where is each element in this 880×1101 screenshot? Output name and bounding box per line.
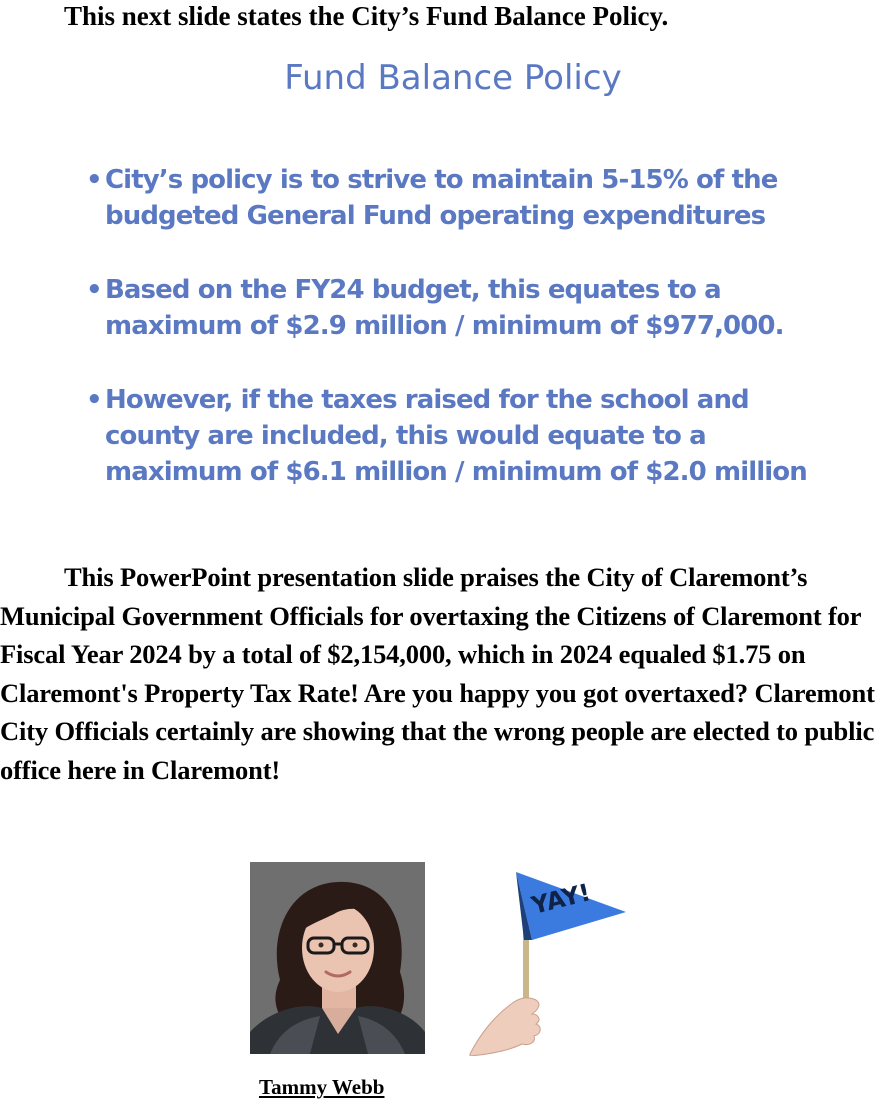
photo-caption: Tammy Webb bbox=[259, 1075, 385, 1099]
intro-line: This next slide states the City’s Fund Balance Policy. bbox=[64, 1, 669, 31]
slide-bullet bbox=[86, 382, 846, 490]
bullet-symbol: • bbox=[86, 275, 102, 305]
slide-bullet bbox=[86, 162, 846, 234]
slide-title: Fund Balance Policy bbox=[284, 58, 622, 98]
commentary-paragraph: This PowerPoint presentation slide praises the City of Claremont’s Municipal Government Officials for overtaxing the Citizens of Claremont for Fiscal Year 2024 by a total of $2,154,000, which in 2024 equaled $1.75 on Claremont's Property Tax Rate! Are you happy you got overtaxed? Claremont City Officials certainly are showing that the wrong people are elected to public office here in Claremont! bbox=[0, 562, 875, 785]
pennant-icon bbox=[462, 864, 632, 1056]
bullet-symbol: • bbox=[86, 385, 102, 415]
slide-bullet-text: However, if the taxes raised for the school and county are included, this would equate to a maximum of $6.1 million / minimum of $2.0 million bbox=[105, 385, 807, 487]
slide-bullet-text: Based on the FY24 budget, this equates to a maximum of $2.9 million / minimum of $977,000. bbox=[105, 275, 784, 341]
yay-pennant-image bbox=[462, 864, 632, 1056]
portrait-photo bbox=[250, 862, 425, 1054]
slide-bullet-text: City’s policy is to strive to maintain 5-15% of the budgeted General Fund operating expenditures bbox=[105, 165, 778, 231]
slide-bullet bbox=[86, 272, 846, 344]
bullet-symbol: • bbox=[86, 165, 102, 195]
pennant-text: YAY! bbox=[528, 878, 594, 920]
portrait-illustration bbox=[250, 862, 425, 1054]
slide-bullet-list bbox=[86, 162, 846, 490]
